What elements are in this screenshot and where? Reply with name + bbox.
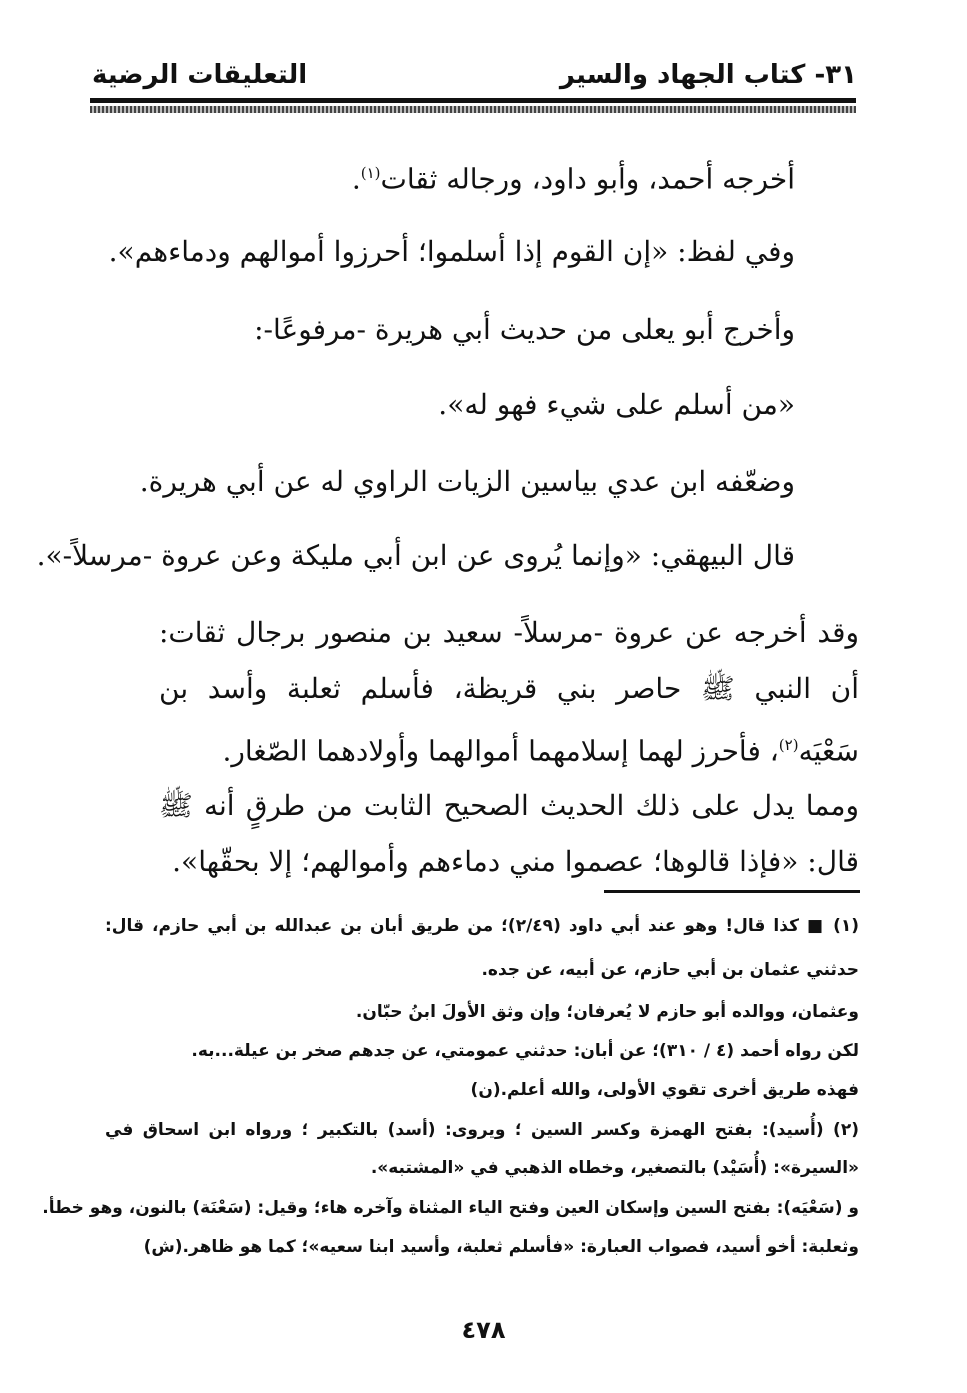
header-rule	[90, 98, 856, 103]
footnote-1-line-5: فهذه طريق أخرى تقوي الأولى، والله أعلم.(ن)	[470, 1080, 859, 1100]
footnote-1-line-4: لكن رواه أحمد (٤ / ٣١٠)؛ عن أبان: حدثني عمومتي، عن جدهم صخر بن عيلة...به.	[191, 1041, 859, 1061]
footnote-1-line-3: وعثمان، ووالده أبو حازم لا يُعرفان؛ وإن وثق الأولَ ابنُ حبّان.	[355, 1002, 859, 1022]
paragraph-7	[159, 605, 859, 779]
paragraph-7-text-a: وقد أخرجه عن عروة -مرسلاً- سعيد بن منصور برجال ثقات: أن النبي ﷺ حاصر بني قريظة، فأسلم ثعلبة وأسد بن سَعْيَه	[159, 616, 859, 768]
paragraph-7-text-b: ، فأحرز لهما إسلامهما أموالهما وأولادهما الصّغار.	[222, 734, 779, 768]
footnote-1-line-1: (١) ■ كذا قال! وهو عند أبي داود (٢/٤٩)؛ من طريق أبان بن عبدالله بن أبي حازم، قال:	[105, 916, 860, 936]
footnote-2-line-2: «السيرة»: (أُسَيْد) بالتصغير، وخطاه الذهبي في «المشتبه».	[370, 1158, 859, 1178]
footnote-2-line-1: (٢) (أُسيد): بفتح الهمزة وكسر السين ؛ ويروى: (أسد) بالتكبير ؛ ورواه ابن اسحاق في	[105, 1120, 859, 1140]
paragraph-4: «من أسلم على شيء فهو له».	[438, 388, 795, 421]
page-number: ٤٧٨	[461, 1316, 506, 1344]
footnote-1-line-2: حدثني عثمان بن أبي حازم، عن أبيه، عن جده.	[481, 960, 859, 980]
book-title: التعليقات الرضية	[92, 60, 308, 90]
footnote-ref-2: (٢)	[778, 736, 799, 754]
footnote-2-line-3: و (سَعْيَه): بفتح السين وإسكان العين وفتح الياء المثناة وآخره هاء؛ وقيل: (سَعْنَة) بالنون، وهو خطأ.	[42, 1198, 859, 1218]
paragraph-1-end: .	[351, 162, 361, 196]
footnote-ref-1: (١)	[360, 164, 381, 182]
footnote-2-line-4: وثعلبة: أخو أسيد، فصواب العبارة: «فأسلم ثعلبة، وأسيد ابنا سعيه»؛ كما هو ظاهر.(ش)	[143, 1237, 859, 1257]
paragraph-2: وفي لفظ: «إن القوم إذا أسلموا؛ أحرزوا أموالهم ودماءهم».	[108, 235, 795, 268]
paragraph-5: وضعّفه ابن عدي بياسين الزيات الراوي له عن أبي هريرة.	[139, 465, 795, 498]
paragraph-3: وأخرج أبو يعلى من حديث أبي هريرة -مرفوعًا-:	[254, 313, 795, 346]
paragraph-6: قال البيهقي: «وإنما يُروى عن ابن أبي مليكة وعن عروة -مرسلاً-».	[36, 539, 795, 572]
header-rule-pattern	[90, 106, 856, 113]
chapter-title: ٣١- كتاب الجهاد والسير	[559, 60, 857, 90]
paragraph-1	[352, 153, 795, 199]
paragraph-8: ومما يدل على ذلك الحديث الصحيح الثابت من طرقٍ أنه ﷺ قال: «فإذا قالوها؛ عصموا مني دماءهم وأموالهم؛ إلا بحقّها».	[159, 789, 859, 878]
footnote-separator	[604, 890, 860, 893]
paragraph-1-text: أخرجه أحمد، وأبو داود، ورجاله ثقات	[380, 162, 795, 196]
